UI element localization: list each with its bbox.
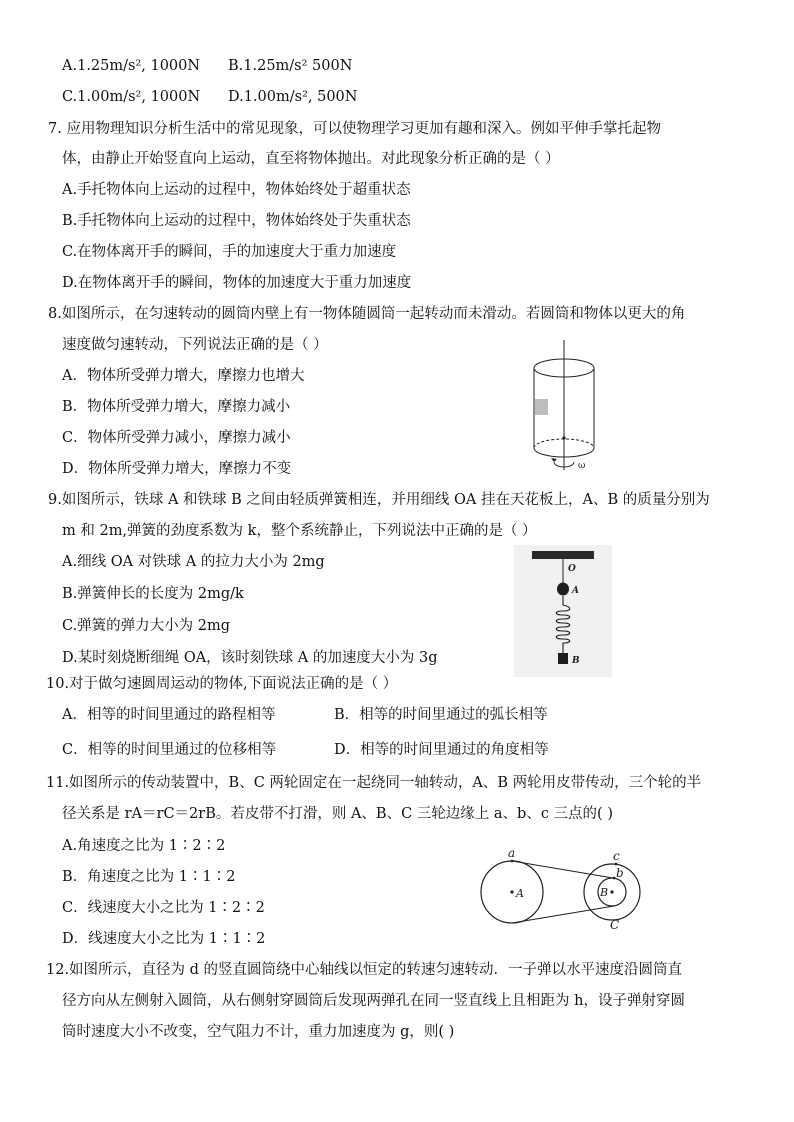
label-o: O [568,564,576,574]
q11-stem-line1: 11.如图所示的传动装置中，B、C 两轮固定在一起绕同一轴转动，A、B 两轮用皮带传动，三个轮的半 [46,775,702,791]
q12-stem-line1: 12.如图所示，直径为 d 的竖直圆筒绕中心轴线以恒定的转速匀速转动．一子弹以水平速度沿圆筒直 [46,962,683,978]
q7-stem-line1: 7. 应用物理知识分析生活中的常见现象，可以使物理学习更加有趣和深入。例如平伸手掌托起物 [48,121,661,137]
point-c [615,863,618,866]
label-a: A [572,586,579,596]
axis-center-dot [562,436,565,439]
q7-option-a: A.手托物体向上运动的过程中，物体始终处于超重状态 [62,182,411,198]
q7-option-d: D.在物体离开手的瞬间，物体的加速度大于重力加速度 [62,275,412,291]
label-point-c: c [613,849,620,863]
q10-option-b: B．相等的时间里通过的弧长相等 [334,707,548,723]
q9-option-c: C.弹簧的弹力大小为 2mg [62,618,231,634]
q10-options-row1 [62,705,622,725]
q8-option-b: B．物体所受弹力增大，摩擦力减小 [62,399,291,415]
q8-stem-line2: 速度做匀速转动，下列说法正确的是（ ） [62,337,328,353]
q11-option-a: A.角速度之比为 1∶2∶2 [62,838,226,854]
block-on-wall [535,399,548,415]
q8-option-c: C．物体所受弹力减小，摩擦力减小 [62,430,291,446]
q7-option-b: B.手托物体向上运动的过程中，物体始终处于失重状态 [62,213,411,229]
q10-options-row2 [62,740,622,760]
q7-stem-line2: 体，由静止开始竖直向上运动，直至将物体抛出。对此现象分析正确的是（ ） [62,151,560,167]
q10-option-d: D．相等的时间里通过的角度相等 [334,742,549,758]
q9-stem-line2: m 和 2m,弹簧的劲度系数为 k，整个系统静止，下列说法中正确的是（ ） [62,523,537,539]
wheel-a-center [510,890,513,893]
belt-top [512,861,613,878]
q6-option-c: C.1.00m/s², 1000N [62,89,201,105]
belt-bottom [512,906,614,923]
q10-option-c: C．相等的时间里通过的位移相等 [62,742,277,758]
q11-stem-line2: 径关系是 rA＝rC＝2rB。若皮带不打滑，则 A、B、C 三轮边缘上 a、b、c 三点的( ) [62,806,613,822]
point-a [511,860,514,863]
q6-options-row2 [62,87,462,107]
ball-a [557,583,569,596]
q11-option-d: D．线速度大小之比为 1∶1∶2 [62,931,266,947]
label-point-b: b [616,866,624,880]
rotation-arrowhead [551,458,557,462]
q10-stem-line1: 10.对于做匀速圆周运动的物体,下面说法正确的是（ ） [46,676,398,692]
q11-option-c: C．线速度大小之比为 1∶2∶2 [62,900,265,916]
q9-option-b: B.弹簧伸长的长度为 2mg/k [62,586,244,602]
q8-option-a: A．物体所受弹力增大，摩擦力也增大 [62,368,305,384]
q6-option-a: A.1.25m/s², 1000N [62,58,201,74]
q6-options-row1 [62,56,462,76]
q9-option-d: D.某时刻烧断细绳 OA，该时刻铁球 A 的加速度大小为 3g [62,650,438,666]
q12-stem-line3: 筒时速度大小不改变，空气阻力不计，重力加速度为 g，则( ) [62,1024,455,1040]
q6-option-d: D.1.00m/s², 500N [228,89,358,105]
label-point-a: a [508,846,516,860]
q11-option-b: B．角速度之比为 1∶1∶2 [62,869,236,885]
q9-option-a: A.细线 OA 对铁球 A 的拉力大小为 2mg [62,554,325,570]
ball-b [558,653,568,664]
spring-balls-figure [514,545,612,677]
q6-option-b: B.1.25m/s² 500N [228,58,353,74]
point-b [613,877,616,880]
q12-stem-line2: 径方向从左侧射入圆筒，从右侧射穿圆筒后发现两弹孔在同一竖直线上且相距为 h，设子弹射穿圆 [62,993,685,1009]
q7-option-c: C.在物体离开手的瞬间，手的加速度大于重力加速度 [62,244,397,260]
label-b: B [572,656,580,666]
q8-option-d: D．物体所受弹力增大，摩擦力不变 [62,461,292,477]
rotating-cylinder-figure [520,338,610,488]
ceiling-bar [532,551,594,559]
q8-stem-line1: 8.如图所示，在匀速转动的圆筒内壁上有一物体随圆筒一起转动而未滑动。若圆筒和物体以更大的角 [48,306,686,322]
label-wheel-a: A [516,887,524,900]
label-wheel-c: C [610,918,620,932]
label-wheel-b: B [600,886,609,899]
belt-drive-figure [478,840,658,940]
q9-stem-line1: 9.如图所示，铁球 A 和铁球 B 之间由轻质弹簧相连，并用细线 OA 挂在天花板上，A、B 的质量分别为 [48,492,710,508]
omega-label: ω [578,461,586,471]
q10-option-a: A．相等的时间里通过的路程相等 [62,707,276,723]
wheel-b-center [610,890,613,893]
